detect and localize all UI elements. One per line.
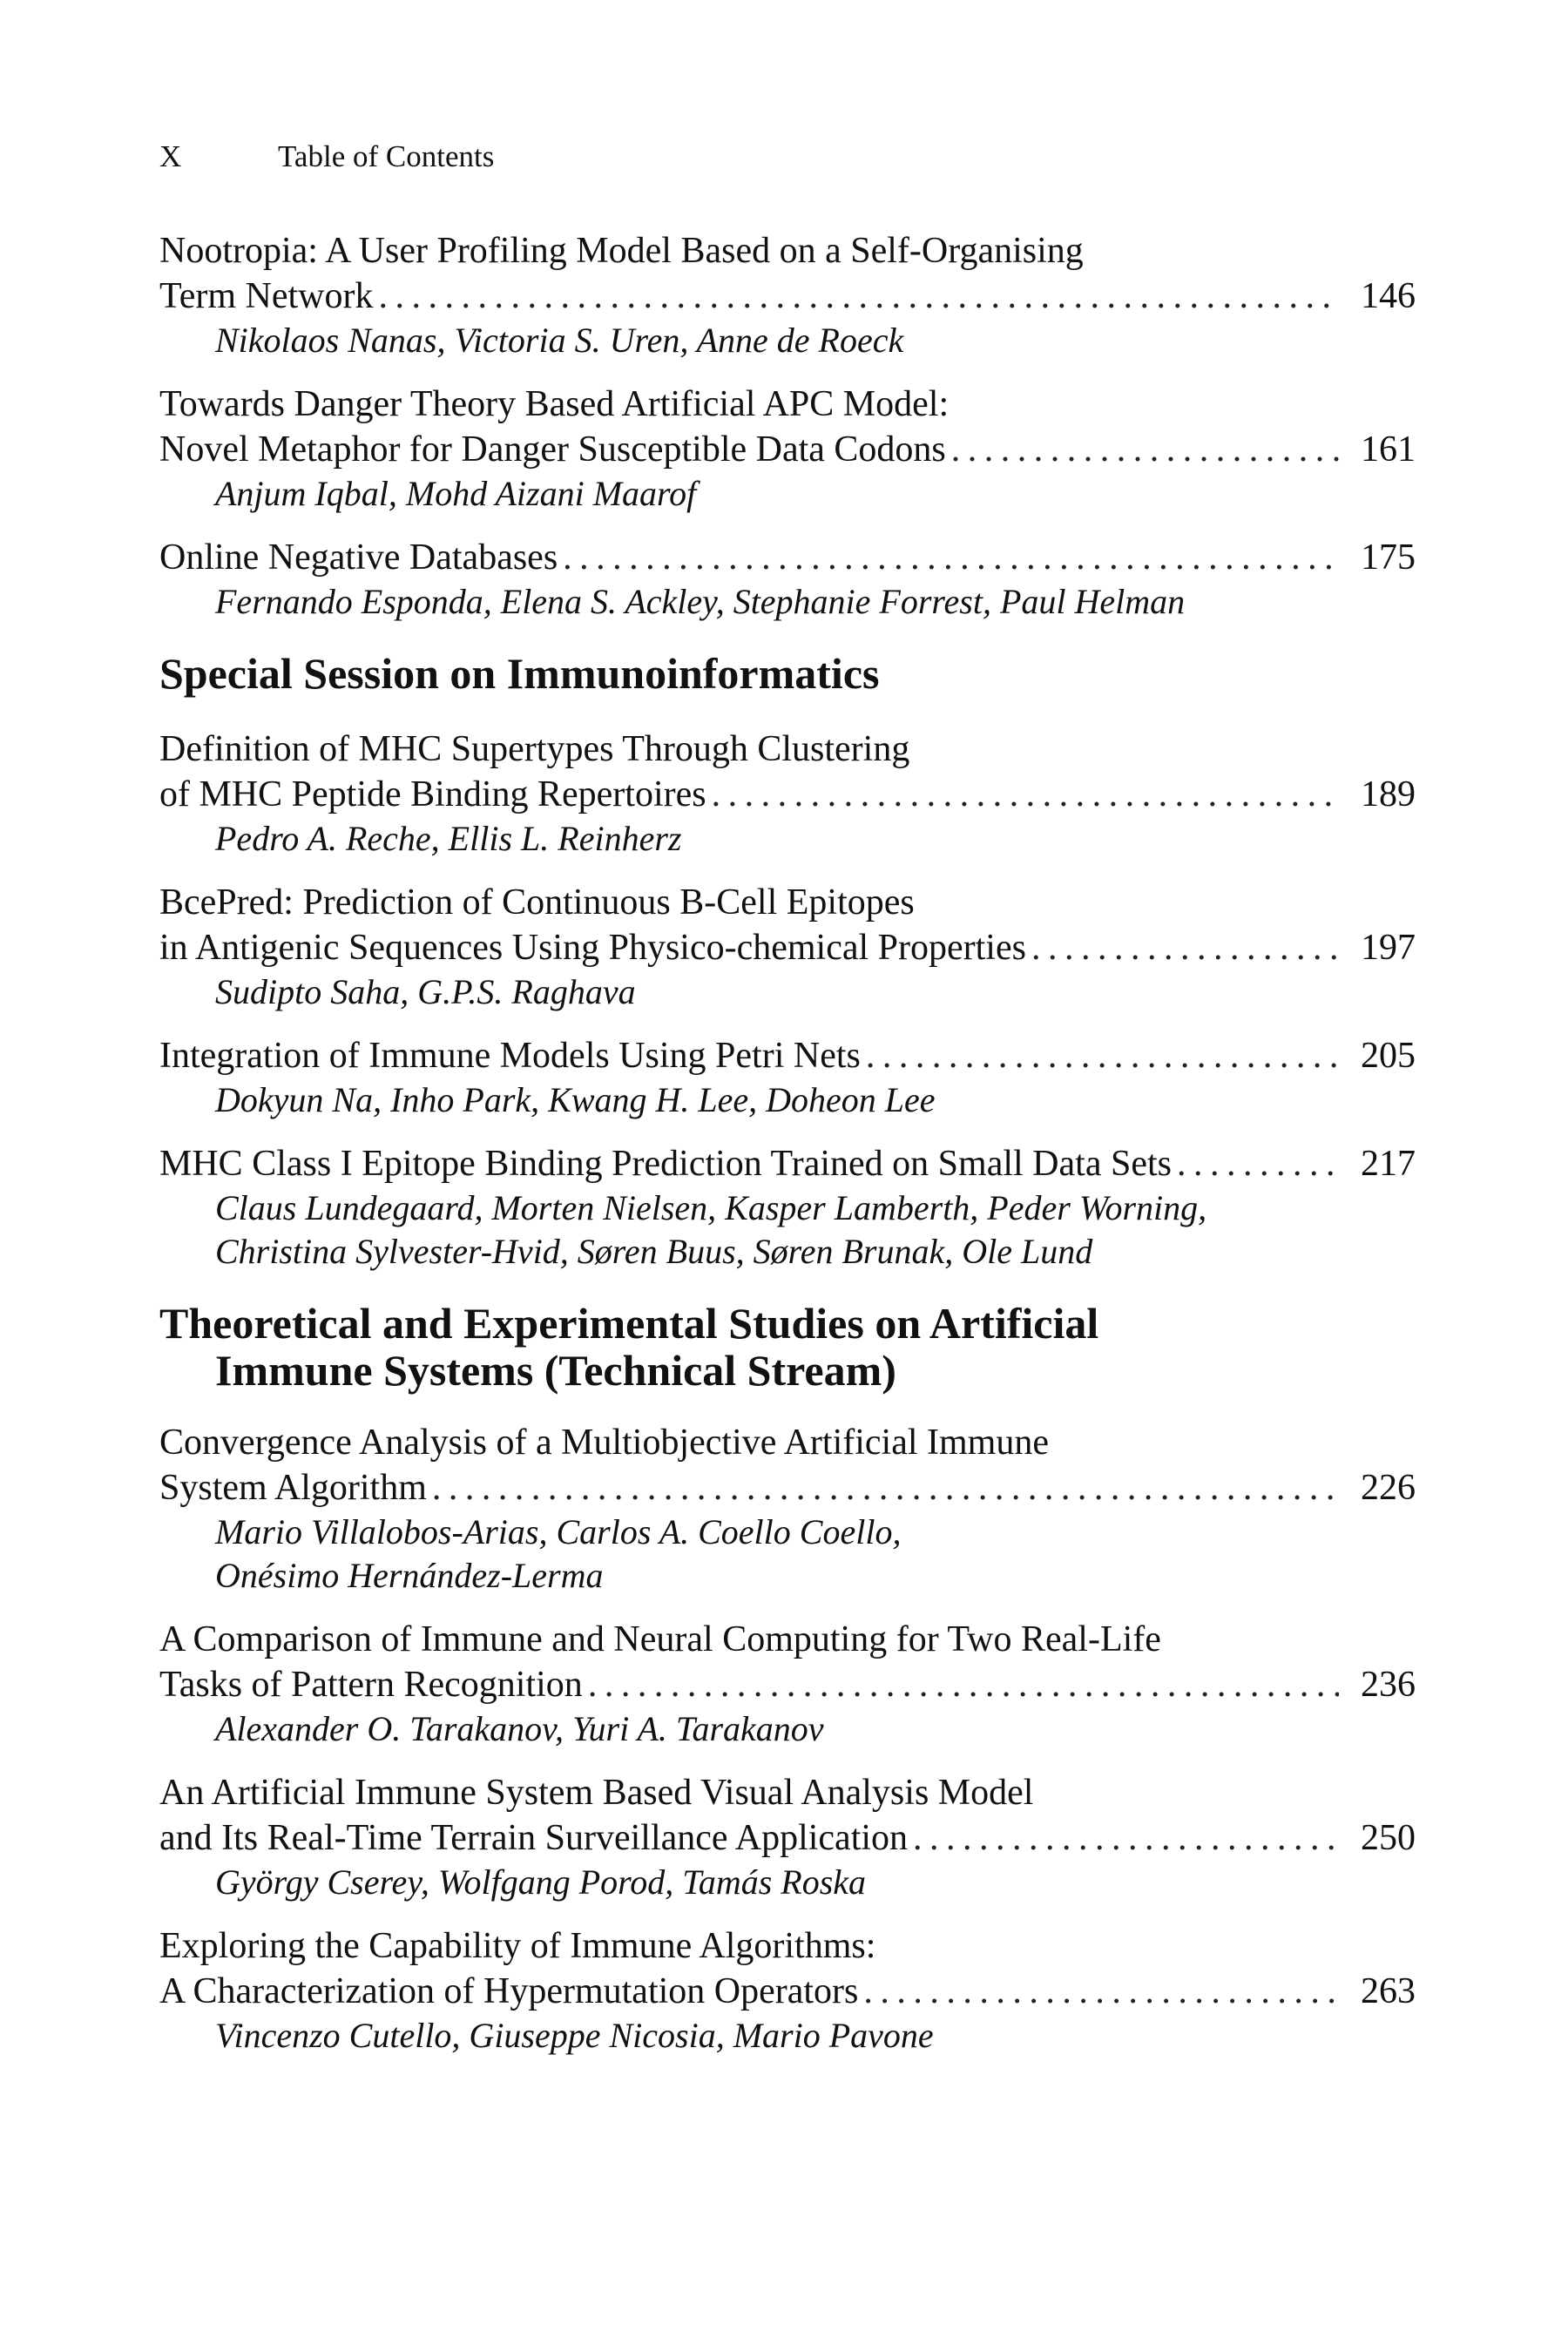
entry-title-text: A Characterization of Hypermutation Operators xyxy=(159,1971,859,2011)
entry-title-line: Towards Danger Theory Based Artificial APC Model: xyxy=(159,384,950,424)
entry-title-text: in Antigenic Sequences Using Physico-chemical Properties xyxy=(159,928,1026,968)
section-heading-line: Immune Systems (Technical Stream) xyxy=(215,1346,896,1395)
entry-authors: Pedro A. Reche, Ellis L. Reinherz xyxy=(215,819,682,858)
entry-page-number: 197 xyxy=(1361,928,1416,968)
section-heading-theoretical-experimental xyxy=(159,1300,1416,1394)
entry-page-number: 250 xyxy=(1361,1818,1416,1858)
toc-group-c xyxy=(159,1420,1416,2058)
toc-group-b xyxy=(159,727,1416,1274)
dot-leader xyxy=(951,427,1339,472)
entry-title-last-line xyxy=(159,1141,1416,1186)
entry-authors: Fernando Esponda, Elena S. Ackley, Stephanie Forrest, Paul Helman xyxy=(215,582,1186,621)
dot-leader xyxy=(866,1033,1339,1078)
entry-authors: Christina Sylvester-Hvid, Søren Buus, Søren Brunak, Ole Lund xyxy=(215,1232,1093,1271)
entry-authors: György Cserey, Wolfgang Porod, Tamás Roska xyxy=(215,1862,867,1902)
toc-content xyxy=(159,228,1416,2058)
toc-entry[interactable] xyxy=(159,1770,1416,1904)
toc-entry[interactable] xyxy=(159,1923,1416,2058)
entry-title-text: Term Network xyxy=(159,276,374,316)
entry-page-number: 161 xyxy=(1361,429,1416,470)
running-head-title: Table of Contents xyxy=(278,139,495,173)
toc-entry[interactable] xyxy=(159,1617,1416,1751)
toc-entry[interactable] xyxy=(159,228,1416,362)
toc-entry[interactable] xyxy=(159,1141,1416,1274)
entry-title-last-line xyxy=(159,1033,1416,1078)
dot-leader xyxy=(863,1969,1339,2014)
entry-authors: Claus Lundegaard, Morten Nielsen, Kasper Lamberth, Peder Worning, xyxy=(215,1188,1207,1227)
running-head xyxy=(159,139,494,174)
entry-page-number: 236 xyxy=(1361,1665,1416,1705)
entry-title-text: Online Negative Databases xyxy=(159,537,558,578)
entry-title-text: Novel Metaphor for Danger Susceptible Data Codons xyxy=(159,429,946,470)
entry-title-last-line xyxy=(159,535,1416,580)
entry-title-last-line xyxy=(159,427,1416,472)
entry-page-number: 217 xyxy=(1361,1144,1416,1184)
entry-title-text: MHC Class I Epitope Binding Prediction Trained on Small Data Sets xyxy=(159,1144,1172,1184)
entry-authors: Dokyun Na, Inho Park, Kwang H. Lee, Doheon Lee xyxy=(215,1080,936,1119)
section-heading-immunoinformatics xyxy=(159,650,1416,697)
entry-title-last-line xyxy=(159,1662,1416,1707)
entry-title-last-line xyxy=(159,1815,1416,1861)
entry-title-line: An Artificial Immune System Based Visual Analysis Model xyxy=(159,1773,1034,1813)
entry-title-line: A Comparison of Immune and Neural Computing for Two Real-Life xyxy=(159,1619,1161,1659)
entry-title-last-line xyxy=(159,772,1416,817)
entry-page-number: 189 xyxy=(1361,774,1416,814)
entry-page-number: 175 xyxy=(1361,537,1416,578)
entry-title-last-line xyxy=(159,1465,1416,1511)
dot-leader xyxy=(913,1815,1339,1861)
entry-title-line: Convergence Analysis of a Multiobjective Artificial Immune xyxy=(159,1423,1049,1463)
toc-entry[interactable] xyxy=(159,880,1416,1014)
toc-entry[interactable] xyxy=(159,727,1416,861)
toc-entry[interactable] xyxy=(159,1033,1416,1122)
toc-group-a xyxy=(159,228,1416,624)
dot-leader xyxy=(588,1662,1339,1707)
entry-title-line: Definition of MHC Supertypes Through Clustering xyxy=(159,729,910,769)
dot-leader xyxy=(1031,925,1339,970)
entry-title-text: and Its Real-Time Terrain Surveillance Application xyxy=(159,1818,909,1858)
entry-title-text: Integration of Immune Models Using Petri Nets xyxy=(159,1036,861,1076)
entry-authors: Onésimo Hernández-Lerma xyxy=(215,1556,604,1595)
entry-title-line: Nootropia: A User Profiling Model Based on a Self-Organising xyxy=(159,231,1084,271)
section-heading-line: Theoretical and Experimental Studies on Artificial xyxy=(159,1299,1099,1348)
toc-entry[interactable] xyxy=(159,535,1416,624)
entry-authors: Alexander O. Tarakanov, Yuri A. Tarakanov xyxy=(215,1709,824,1748)
entry-authors: Nikolaos Nanas, Victoria S. Uren, Anne de Roeck xyxy=(215,321,904,360)
entry-page-number: 205 xyxy=(1361,1036,1416,1076)
entry-title-last-line xyxy=(159,1969,1416,2014)
toc-entry[interactable] xyxy=(159,382,1416,516)
toc-entry[interactable] xyxy=(159,1420,1416,1598)
entry-authors: Mario Villalobos-Arias, Carlos A. Coello Coello, xyxy=(215,1512,902,1551)
entry-title-line: BcePred: Prediction of Continuous B-Cell Epitopes xyxy=(159,882,915,923)
dot-leader xyxy=(563,535,1339,580)
entry-title-line: Exploring the Capability of Immune Algorithms: xyxy=(159,1926,876,1966)
section-heading-line: Special Session on Immunoinformatics xyxy=(159,649,880,698)
dot-leader xyxy=(712,772,1339,817)
entry-authors: Sudipto Saha, G.P.S. Raghava xyxy=(215,972,636,1011)
entry-title-text: Tasks of Pattern Recognition xyxy=(159,1665,583,1705)
entry-title-last-line xyxy=(159,274,1416,319)
entry-title-text: System Algorithm xyxy=(159,1468,427,1508)
dot-leader xyxy=(432,1465,1339,1511)
page-folio: X xyxy=(159,139,182,173)
entry-page-number: 263 xyxy=(1361,1971,1416,2011)
dot-leader xyxy=(1177,1141,1339,1186)
dot-leader xyxy=(378,274,1339,319)
entry-title-last-line xyxy=(159,925,1416,970)
entry-page-number: 146 xyxy=(1361,276,1416,316)
entry-authors: Anjum Iqbal, Mohd Aizani Maarof xyxy=(215,474,697,513)
entry-title-text: of MHC Peptide Binding Repertoires xyxy=(159,774,706,814)
entry-authors: Vincenzo Cutello, Giuseppe Nicosia, Mario Pavone xyxy=(215,2016,934,2055)
entry-page-number: 226 xyxy=(1361,1468,1416,1508)
